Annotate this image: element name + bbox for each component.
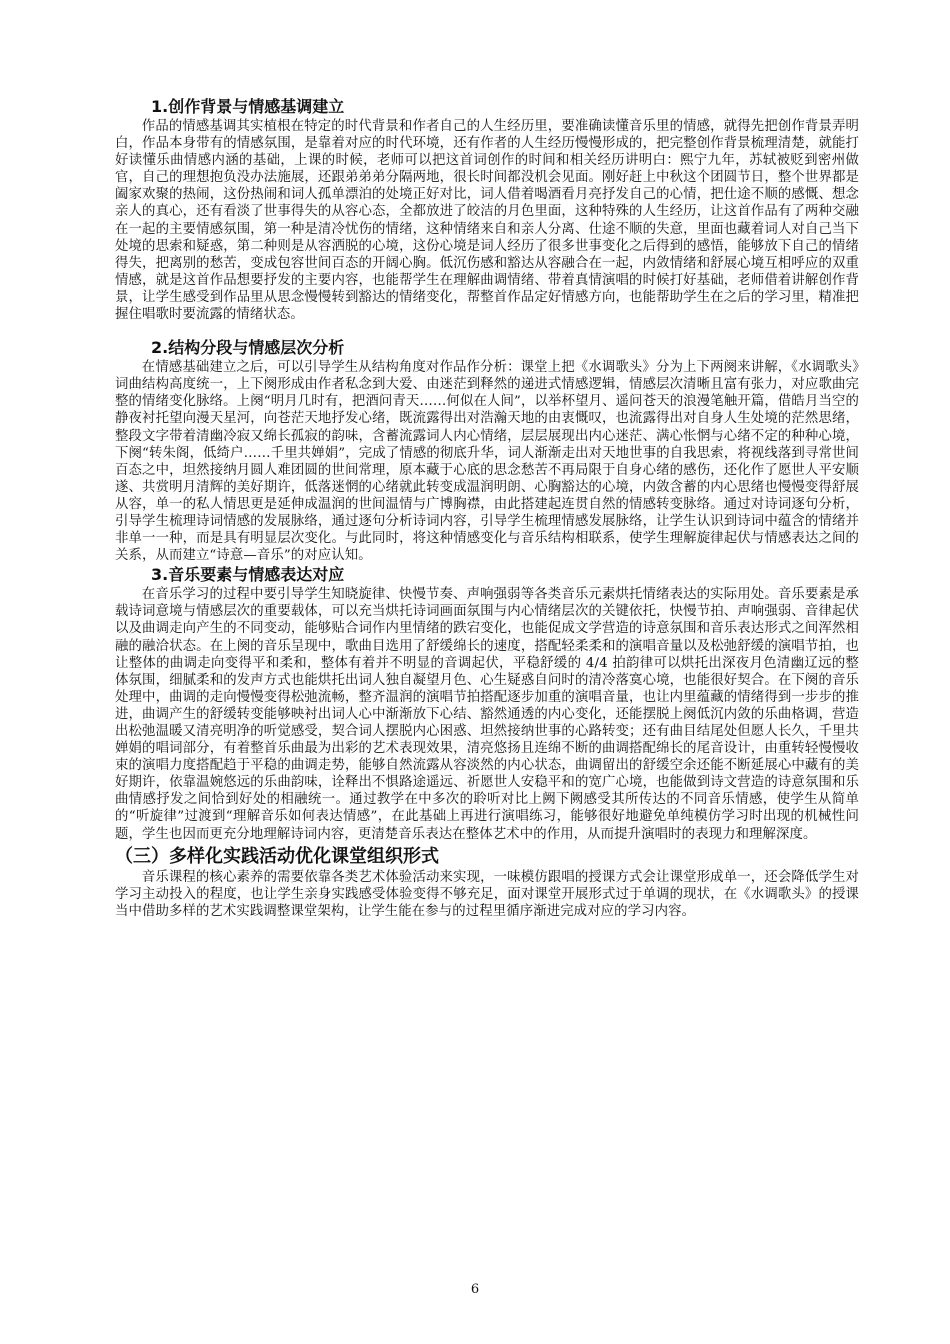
page-number: 6 bbox=[470, 1282, 480, 1297]
major-section-heading: （三）多样化实践活动优化课堂组织形式 bbox=[115, 845, 439, 867]
paragraph-practice-activities: 音乐课程的核心素养的需要依靠各类艺术体验活动来实现，一味模仿跟唱的授课方式会让课堂形成单一，还会降低学生对学习主动投入的程度，也让学生亲身实践感受体验变得不够充足，面对课堂开展形式过于单调的现状，在《水调歌头》的授课当中借助多样的艺术实践调整课堂架构，让学生能在参与的过程里循序渐进完成对应的学习内容。 bbox=[115, 869, 859, 919]
section-heading-music-elements: 3.音乐要素与情感表达对应 bbox=[151, 565, 345, 585]
section-heading-creation-background: 1.创作背景与情感基调建立 bbox=[151, 97, 345, 116]
paragraph-creation-background: 作品的情感基调其实植根在特定的时代背景和作者自己的人生经历里，要准确读懂音乐里的情感，就得先把创作背景弄明白，作品本身带有的情感氛围，是靠着对应的时代环境，还有作者的人生经历慢慢形成的，把完整创作背景梳理清楚，就能打好读懂乐曲情感内涵的基础，上课的时候，老师可以把这首词创作的时间和相关经历讲明白：熙宁九年，苏轼被贬到密州做官，自己的理想抱负没办法施展，还跟弟弟弟分隔两地，很长时间都没机会见面。刚好赶上中秋这个团圆节日，整个世界都是阖家欢聚的热闹，这份热闹和词人孤单漂泊的处境正好对比，词人借着喝酒看月亮抒发自己的心情，把仕途不顺的感慨、想念亲人的真心，还有看淡了世事得失的从容心态，全都放进了皎洁的月色里面，这种特殊的人生经历，让这首作品有了两种交融在一起的主要情感氛围，第一种是清冷忧伤的情绪，这种情绪来自和亲人分离、仕途不顺的失意，里面也藏着词人对自己当下处境的思索和疑惑，第二种则是从容洒脱的心境，这份心境是词人经历了很多世事变化之后得到的感悟，能够放下自己的情绪得失，把离别的愁苦，变成包容世间百态的开阔心胸。低沉伤感和豁达从容融合在一起，内敛情绪和舒展心境互相呼应的双重情感，就是这首作品想要抒发的主要内容，也能帮学生在理解曲调情绪、带着真情演唱的时候打好基础，老师借着讲解创作背景，让学生感受到作品里从思念慢慢转到豁达的情绪变化，帮整首作品定好情感方向，也能帮助学生在之后的学习里，精准把握住唱歌时要流露的情绪状态。 bbox=[115, 119, 859, 323]
paragraph-music-elements: 在音乐学习的过程中要引导学生知晓旋律、快慢节奏、声响强弱等各类音乐元素烘托情绪表达的实际用处。音乐要素是承载诗词意境与情感层次的重要载体，可以充当烘托诗词画面氛围与内心情绪层次的关键依托，快慢节拍、声响强弱、音律起伏以及曲调走向产生的不同变动，能够贴合词作内里情绪的跌宕变化，也能促成文学营造的诗意氛围和音乐表达形式之间浑然相融的融洽状态。在上阕的音乐呈现中，歌曲目选用了舒缓绵长的速度，搭配轻柔柔和的演唱音量以及松弛舒缓的演唱节拍，也让整体的曲调走向变得平和柔和，整体有着并不明显的音调起伏，平稳舒缓的 4/4 拍韵律可以烘托出深夜月色清幽辽远的整体氛围，细腻柔和的发声方式也能烘托出词人独自凝望月色、心生疑惑自问时的清冷落寞心境，也能很好契合。在下阕的音乐处理中，曲调的走向慢慢变得松弛流畅，整齐温润的演唱节拍搭配逐步加重的演唱音量，也让内里蕴藏的情绪得到一步步的推进，曲调产生的舒缓转变能够映衬出词人心中渐渐放下心结、豁然通透的内心变化，还能摆脱上阕低沉内敛的乐曲格调，营造出松弛温暖又清亮明净的听觉感受，契合词人摆脱内心困惑、坦然接纳世事的心路转变；还有曲目结尾处但愿人长久，千里共婵娟的唱词部分，有着整首乐曲最为出彩的艺术表现效果，清亮悠扬且连绵不断的曲调搭配绵长的尾音设计，由重转轻慢慢收束的演唱力度搭配趋于平稳的曲调走势，能够自然流露从容淡然的内心状态，曲调留出的舒缓空余还能不断延展心中藏有的美好期许，依靠温婉悠远的乐曲韵味，诠释出不惧路途遥远、祈愿世人安稳平和的宽广心境，也能做到诗文营造的诗意氛围和乐曲情感抒发之间恰到好处的相融统一。通过教学在中多次的聆听对比上阙下阙感受其所传达的不同音乐情感，使学生从简单的“听旋律”过渡到“理解音乐如何表达情感”，在此基础上再进行演唱练习，能够很好地避免单纯模仿学习时出现的机械性问题，学生也因而更充分地理解诗词内容，更清楚音乐表达在整体艺术中的作用，从而提升演唱时的表现力和理解深度。 bbox=[115, 587, 859, 842]
document-page bbox=[115, 96, 859, 920]
paragraph-structure-analysis: 在情感基础建立之后，可以引导学生从结构角度对作品作分析：课堂上把《水调歌头》分为上下两阕来讲解，《水调歌头》词曲结构高度统一，上下阕形成由作者私念到大爱、由迷茫到释然的递进式情感逻辑，情感层次清晰且富有张力，对应歌曲完整的情绪变化脉络。上阕“明月几时有，把酒问青天……何似在人间”，以举杯望月、遥问苍天的浪漫笔触开篇，借皓月当空的静夜衬托望向漫天星河，向苍茫天地抒发心绪，既流露得出对浩瀚天地的由衷慨叹，也流露得出对自身人生处境的茫然思绪，整段文字带着清幽冷寂又绵长孤寂的韵味，含蓄流露词人内心情绪，层层展现出内心迷茫、满心怅惘与心绪不定的种种心境，下阕“转朱阁，低绮户……千里共婵娟”，完成了情感的彻底升华，词人渐渐走出对天地世事的自我思索，将视线落到寻常世间百态之中，坦然接纳月圆人难团圆的世间常理，原本藏于心底的思念愁苦不再局限于自身心绪的感伤，还化作了愿世人平安顺遂、共赏明月清辉的美好期许，低落迷惘的心绪就此转变成温润明朗、心胸豁达的心境，内敛含蓄的内心思绪也慢慢变得舒展从容，单一的私人情思更是延伸成温润的世间温情与广博胸襟，由此搭建起连贯自然的情感转变脉络。通过对诗词逐句分析，引导学生梳理诗词情感的发展脉络，通过逐句分析诗词内容，引导学生梳理情感发展脉络，让学生认识到诗词中蕴含的情绪并非单一一种，而是具有明显层次变化。与此同时，将这种情感变化与音乐结构相联系，使学生理解旋律起伏与情感表达之间的关系，从而建立“诗意—音乐”的对应认知。 bbox=[115, 360, 859, 564]
section-heading-structure-analysis: 2.结构分段与情感层次分析 bbox=[151, 338, 345, 358]
